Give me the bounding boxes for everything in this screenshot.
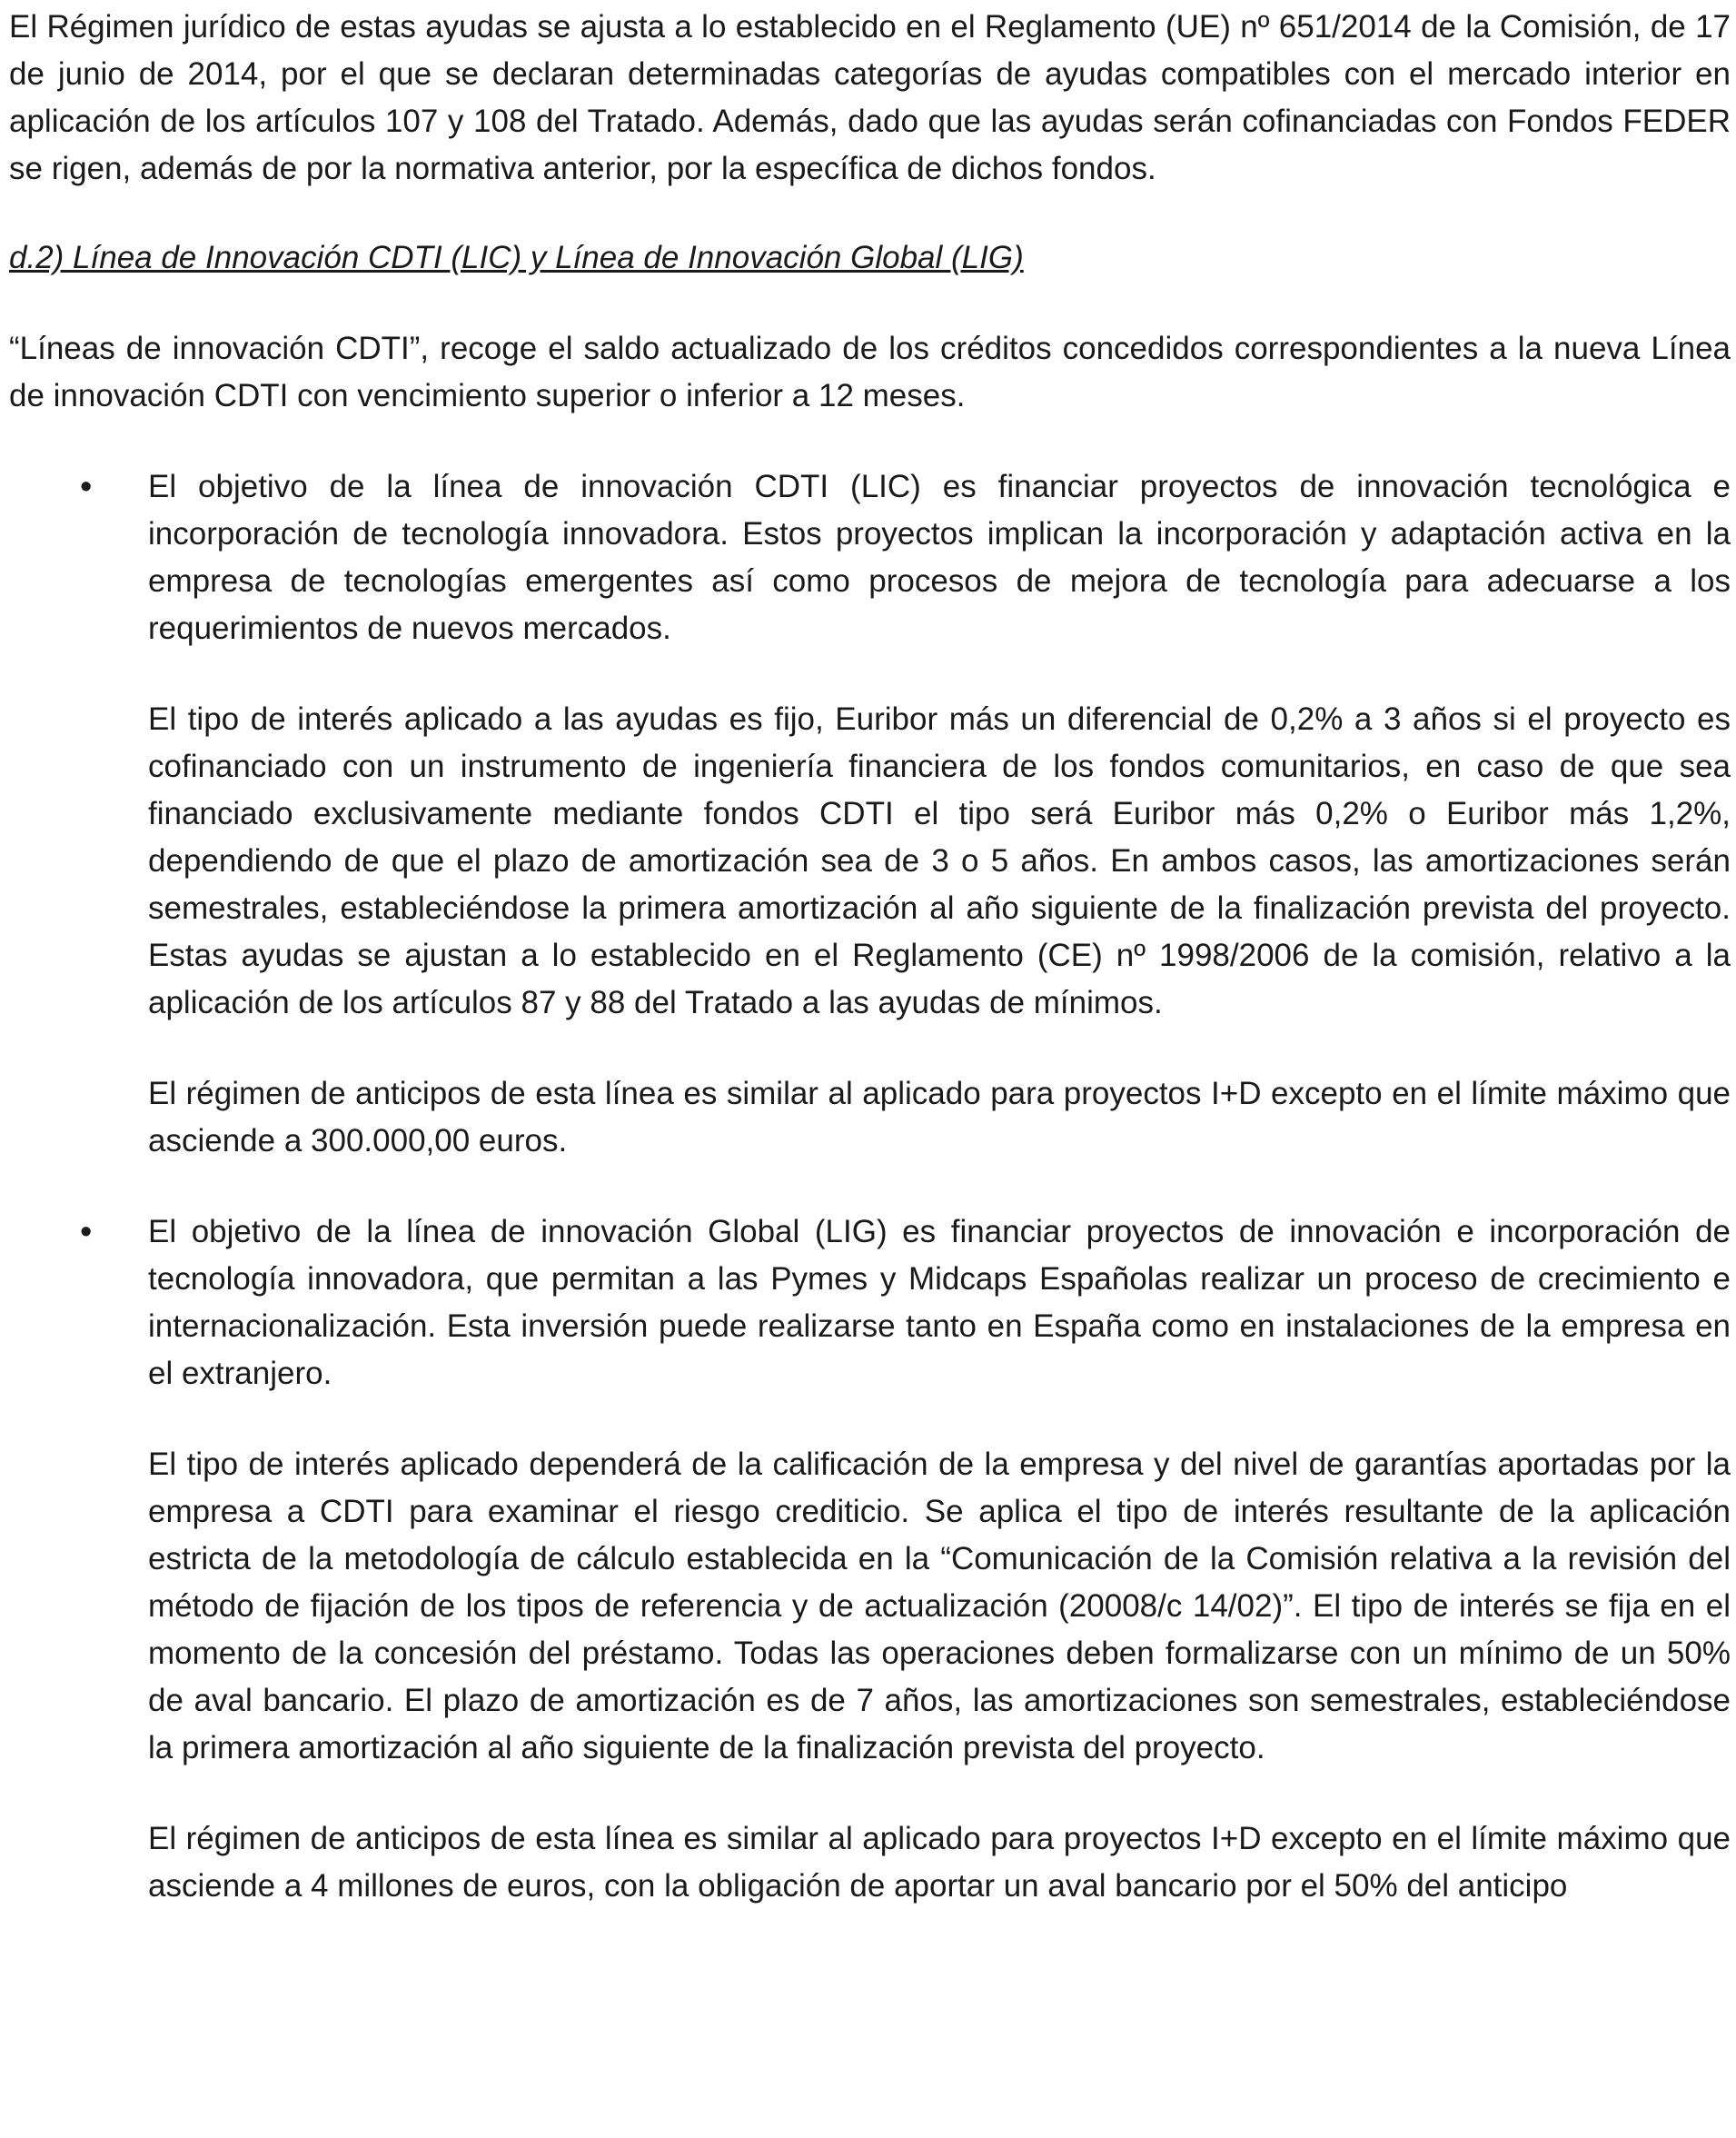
document-page <box>9 4 1731 1910</box>
bullet-icon: • <box>80 1213 93 1251</box>
lig-objetivo-paragraph: El objetivo de la línea de innovación Global (LIG) es financiar proyectos de innovación e incorporación de tecnología innovadora, que permitan a las Pymes y Midcaps Españolas realizar un proceso de crecimiento e internacionalización. Esta inversión puede realizarse tanto en España como en instalaciones de la empresa en el extranjero. <box>148 1214 1731 1391</box>
section-heading: d.2) Línea de Innovación CDTI (LIC) y Línea de Innovación Global (LIG) <box>9 240 1024 275</box>
lineas-paragraph: “Líneas de innovación CDTI”, recoge el saldo actualizado de los créditos concedidos correspondientes a la nueva Línea de innovación CDTI con vencimiento superior o inferior a 12 meses. <box>9 331 1731 413</box>
lig-interes-paragraph: El tipo de interés aplicado dependerá de la calificación de la empresa y del nivel de garantías aportadas por la empresa a CDTI para examinar el riesgo crediticio. Se aplica el tipo de interés resultante de la aplicación estricta de la metodología de cálculo establecida en la “Comunicación de la Comisión relativa a la revisión del método de fijación de los tipos de referencia y de actualización (20008/c 14/02)”. El tipo de interés se fija en el momento de la concesión del préstamo. Todas las operaciones deben formalizarse con un mínimo de un 50% de aval bancario. El plazo de amortización es de 7 años, las amortizaciones son semestrales, estableciéndose la primera amortización al año siguiente de la finalización prevista del proyecto. <box>148 1447 1731 1765</box>
lic-anticipos-paragraph: El régimen de anticipos de esta línea es similar al aplicado para proyectos I+D excepto en el límite máximo que asciende a 300.000,00 euros. <box>148 1076 1731 1158</box>
bullet-item-lic <box>9 463 1731 652</box>
lig-anticipos-paragraph: El régimen de anticipos de esta línea es similar al aplicado para proyectos I+D excepto en el límite máximo que asciende a 4 millones de euros, con la obligación de aportar un aval bancario por el 50% del anticipo <box>148 1821 1731 1904</box>
bullet-item-lig <box>9 1208 1731 1397</box>
intro-paragraph: El Régimen jurídico de estas ayudas se ajusta a lo establecido en el Reglamento (UE) nº 651/2014 de la Comisión, de 17 de junio de 2014, por el que se declaran determinadas categorías de ayudas compatibles con el mercado interior en aplicación de los artículos 107 y 108 del Tratado. Además, dado que las ayudas serán cofinanciadas con Fondos FEDER se rigen, además de por la normativa anterior, por la específica de dichos fondos. <box>9 9 1731 186</box>
lic-objetivo-paragraph: El objetivo de la línea de innovación CDTI (LIC) es financiar proyectos de innovación tecnológica e incorporación de tecnología innovadora. Estos proyectos implican la incorporación y adaptación activa en la empresa de tecnologías emergentes así como procesos de mejora de tecnología para adecuarse a los requerimientos de nuevos mercados. <box>148 469 1731 646</box>
bullet-icon: • <box>80 468 93 506</box>
lic-interes-paragraph: El tipo de interés aplicado a las ayudas es fijo, Euribor más un diferencial de 0,2% a 3 años si el proyecto es cofinanciado con un instrumento de ingeniería financiera de los fondos comunitarios, en caso de que sea financiado exclusivamente mediante fondos CDTI el tipo será Euribor más 0,2% o Euribor más 1,2%, dependiendo de que el plazo de amortización sea de 3 o 5 años. En ambos casos, las amortizaciones serán semestrales, estableciéndose la primera amortización al año siguiente de la finalización prevista del proyecto. Estas ayudas se ajustan a lo establecido en el Reglamento (CE) nº 1998/2006 de la comisión, relativo a la aplicación de los artículos 87 y 88 del Tratado a las ayudas de mínimos. <box>148 701 1731 1020</box>
